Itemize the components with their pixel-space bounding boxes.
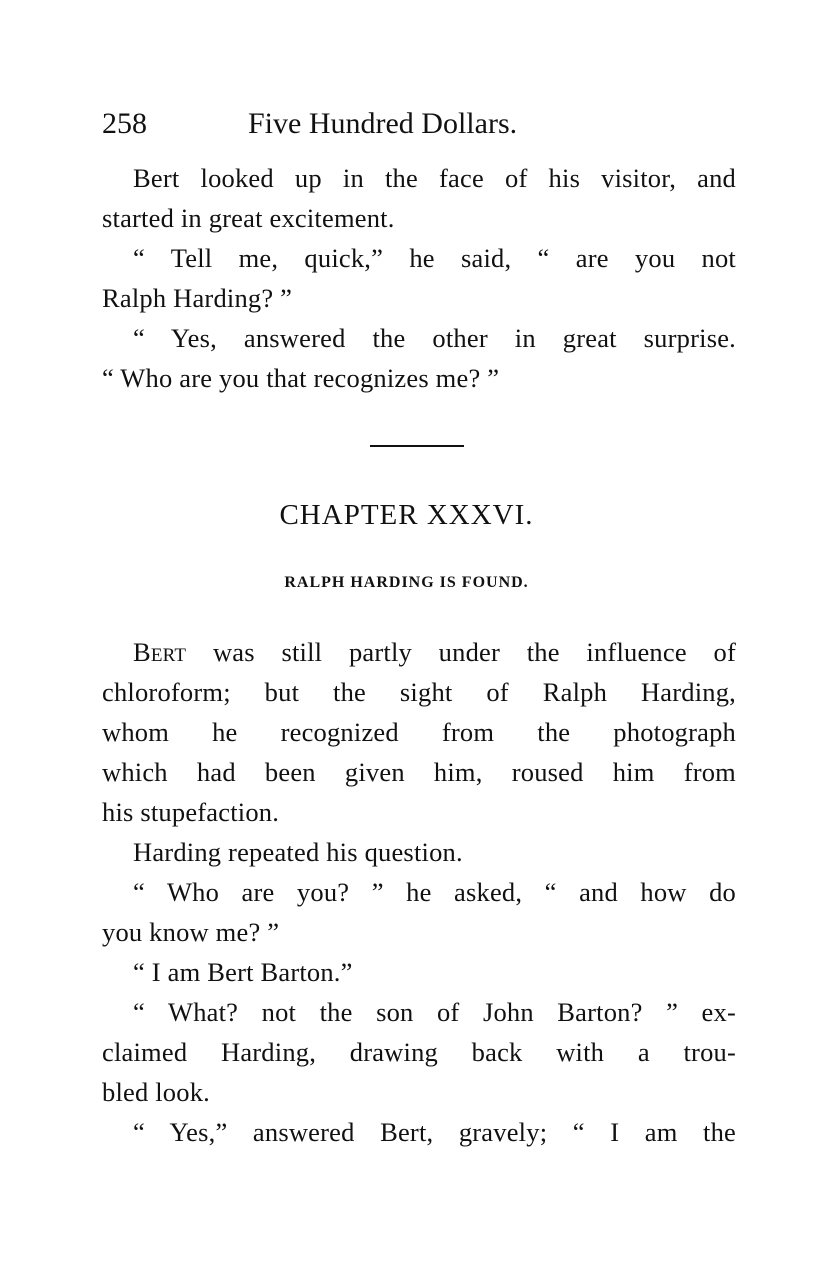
text-line: his stupefaction. (102, 797, 280, 827)
chapter-subtitle: RALPH HARDING IS FOUND. (284, 574, 529, 591)
text-line: you know me? ” (102, 917, 280, 947)
running-title: Five Hundred Dollars. (248, 107, 518, 140)
text-line: “ Yes,” answered Bert, gravely; “ I am the (133, 1117, 736, 1147)
text-line: bled look. (102, 1077, 210, 1107)
text-line: claimed Harding, drawing back with a trou- (102, 1037, 736, 1067)
drop-word: Bert (133, 637, 187, 667)
text-line: Bert looked up in the face of his visitor, and (133, 163, 736, 193)
page-number: 258 (102, 107, 147, 140)
text-line: “ Yes, answered the other in great surprise. (133, 323, 736, 353)
text-line: “ I am Bert Barton.” (133, 957, 353, 987)
text-line: “ What? not the son of John Barton? ” ex- (133, 997, 736, 1027)
chapter-title: CHAPTER XXXVI. (279, 499, 534, 531)
text-line: “ Who are you? ” he asked, “ and how do (133, 877, 736, 907)
text-line: chloroform; but the sight of Ralph Harding, (102, 677, 736, 707)
section-divider (370, 445, 464, 447)
text-line: “ Tell me, quick,” he said, “ are you not (133, 243, 736, 273)
text-line: Harding repeated his question. (133, 837, 463, 867)
text-line: Ralph Harding? ” (102, 283, 293, 313)
text-line: which had been given him, roused him from (102, 757, 736, 787)
text-line: started in great excitement. (102, 203, 395, 233)
text-line: “ Who are you that recognizes me? ” (102, 363, 500, 393)
text-line (133, 632, 736, 672)
text-line: whom he recognized from the photograph (102, 717, 736, 747)
text-line-rest: was still partly under the influence of (186, 637, 736, 667)
page-header (102, 104, 742, 144)
